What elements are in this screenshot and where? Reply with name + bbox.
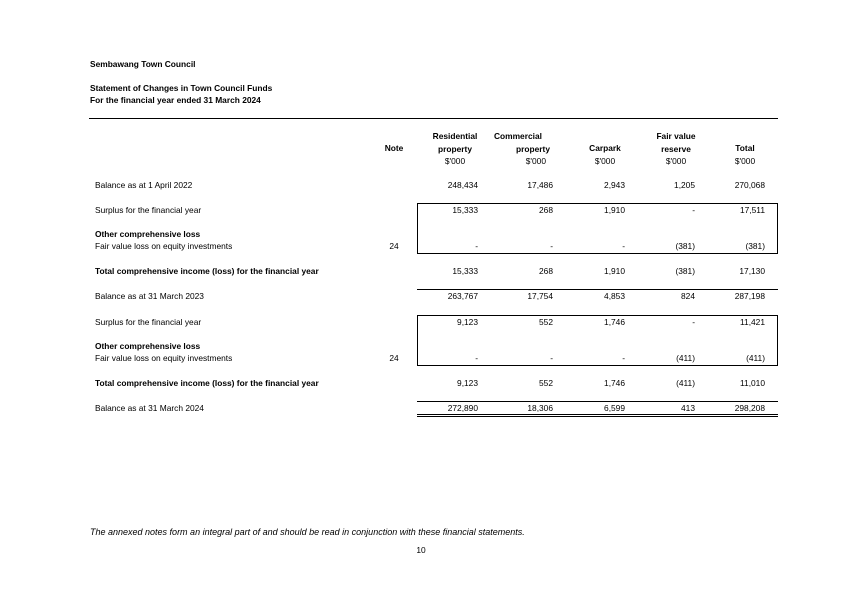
box1-bottom-rule [417, 253, 778, 254]
row-label: Surplus for the financial year [95, 317, 202, 327]
col-fair-value-line1: Fair value [656, 131, 696, 141]
col-commercial-unit: $'000 [525, 156, 546, 166]
cell-total: 11,010 [740, 378, 765, 388]
cell-carpark: 6,599 [604, 403, 625, 413]
box2-bottom-rule [417, 365, 778, 366]
cell-total: 270,068 [734, 180, 765, 190]
cell-fair-value: 824 [681, 291, 695, 301]
cell-commercial: 17,486 [527, 180, 553, 190]
col-fair-value-line2: reserve [661, 143, 691, 154]
row-label: Total comprehensive income (loss) for the financial year [95, 266, 319, 276]
cell-commercial: 268 [539, 205, 553, 215]
col-residential-header [425, 130, 485, 168]
row-label: Total comprehensive income (loss) for the financial year [95, 378, 319, 388]
cell-note: 24 [389, 241, 399, 251]
cell-fair-value: - [692, 205, 695, 215]
cell-residential: 272,890 [447, 403, 478, 413]
cell-total: 287,198 [734, 291, 765, 301]
col-total-header [722, 142, 768, 167]
cell-total: 11,421 [740, 317, 765, 327]
cell-fair-value: 1,205 [674, 180, 695, 190]
col-commercial-header [494, 130, 560, 168]
row-section-label: Other comprehensive loss [95, 341, 201, 351]
cell-total: (411) [746, 353, 765, 363]
col-carpark-line1: Carpark [589, 143, 621, 153]
cell-carpark: 1,746 [604, 378, 625, 388]
cell-total: 17,130 [739, 266, 765, 276]
cell-fair-value: (411) [676, 378, 695, 388]
col-commercial-line2: property [516, 143, 550, 154]
cell-fair-value: - [692, 317, 695, 327]
box2-top-rule [417, 315, 778, 316]
cell-fair-value: (411) [676, 353, 695, 363]
cell-total: 17,511 [740, 205, 765, 215]
subtotal-rule-2024 [417, 401, 778, 402]
cell-fair-value: 413 [681, 403, 695, 413]
page-number: 10 [416, 545, 426, 555]
cell-residential: 9,123 [457, 317, 478, 327]
box1-right-rule [777, 203, 778, 254]
cell-carpark: 2,943 [604, 180, 625, 190]
col-residential-line1: Residential [432, 131, 478, 141]
col-residential-line2: property [438, 143, 472, 154]
row-label: Fair value loss on equity investments [95, 241, 233, 251]
cell-commercial: 552 [539, 317, 553, 327]
final-double-rule-bottom [417, 416, 778, 417]
subtotal-rule-2023 [417, 289, 778, 290]
cell-commercial: 268 [539, 266, 553, 276]
col-note-header: Note [384, 143, 404, 153]
footer-note: The annexed notes form an integral part of and should be read in conjunction with these financial statements. [90, 527, 525, 537]
cell-fair-value: (381) [675, 266, 695, 276]
row-label: Surplus for the financial year [95, 205, 202, 215]
cell-residential: 9,123 [457, 378, 478, 388]
cell-residential: - [475, 353, 478, 363]
cell-residential: 263,767 [447, 291, 478, 301]
cell-total: (381) [745, 241, 765, 251]
row-label: Balance as at 31 March 2024 [95, 403, 204, 413]
col-commercial-line1: Commercial [494, 131, 542, 141]
row-label: Balance as at 1 April 2022 [95, 180, 193, 190]
cell-carpark: 1,746 [604, 317, 625, 327]
col-carpark-unit: $'000 [594, 155, 616, 166]
box2-right-rule [777, 315, 778, 366]
cell-commercial: 17,754 [527, 291, 553, 301]
cell-fair-value: (381) [675, 241, 695, 251]
box2-left-rule [417, 315, 418, 366]
box1-top-rule [417, 203, 778, 204]
cell-commercial: 18,306 [527, 403, 553, 413]
row-label: Fair value loss on equity investments [95, 353, 233, 363]
cell-carpark: - [622, 241, 625, 251]
statement-title: Statement of Changes in Town Council Funds [90, 83, 273, 93]
statement-period: For the financial year ended 31 March 2024 [90, 95, 261, 105]
col-fair-value-unit: $'000 [665, 156, 687, 166]
cell-residential: 248,434 [447, 180, 478, 190]
col-residential-unit: $'000 [444, 156, 466, 166]
cell-carpark: 4,853 [604, 291, 625, 301]
col-carpark-header [580, 142, 630, 167]
col-total-unit: $'000 [734, 155, 756, 166]
cell-note: 24 [389, 353, 399, 363]
org-name: Sembawang Town Council [90, 59, 196, 69]
cell-carpark: - [622, 353, 625, 363]
cell-total: 298,208 [734, 403, 765, 413]
box1-left-rule [417, 203, 418, 254]
cell-carpark: 1,910 [604, 205, 625, 215]
col-total-line1: Total [735, 143, 755, 153]
row-label: Balance as at 31 March 2023 [95, 291, 204, 301]
header-divider [89, 118, 778, 119]
row-section-label: Other comprehensive loss [95, 229, 201, 239]
cell-residential: 15,333 [452, 266, 478, 276]
cell-carpark: 1,910 [604, 266, 625, 276]
final-double-rule-top [417, 414, 778, 415]
col-fair-value-header [648, 130, 704, 168]
cell-residential: 15,333 [452, 205, 478, 215]
cell-commercial: 552 [539, 378, 553, 388]
cell-commercial: - [550, 241, 553, 251]
cell-commercial: - [550, 353, 553, 363]
cell-residential: - [475, 241, 478, 251]
